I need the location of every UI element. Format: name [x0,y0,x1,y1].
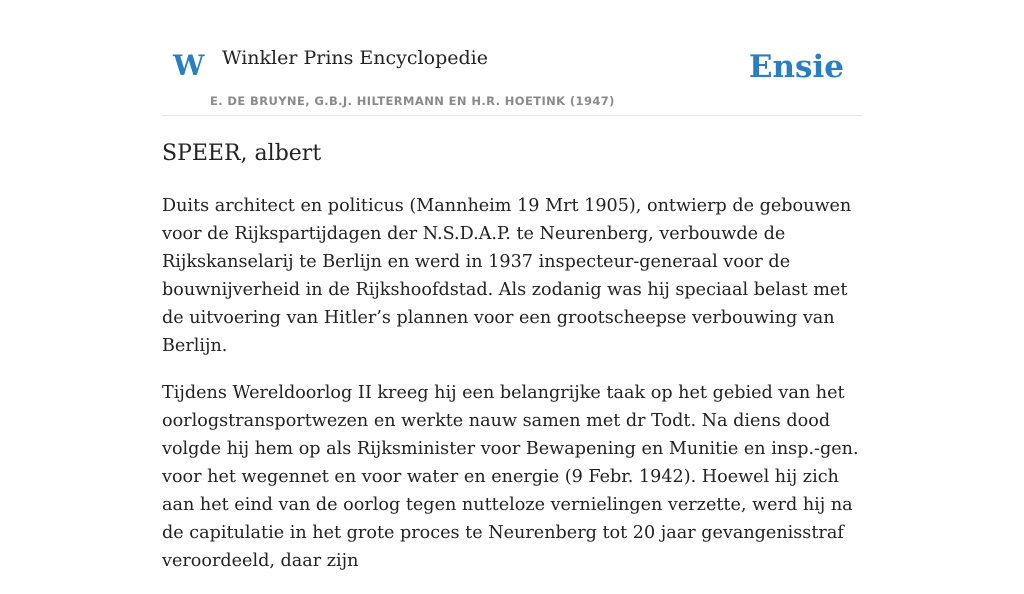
source-title[interactable]: Winkler Prins Encyclopedie [222,47,488,69]
source-authors: E. DE BRUYNE, G.B.J. HILTERMANN EN H.R. HOETINK (1947) [210,94,615,108]
source-header [162,0,862,116]
article-title: SPEER, albert [162,141,322,166]
ensie-logo[interactable]: Ensie [748,49,844,85]
winkler-prins-logo[interactable]: W [173,49,205,82]
article-paragraph: Tijdens Wereldoorlog II kreeg hij een belangrijke taak op het gebied van het oorlogstransportwezen en werkte nauw samen met dr Todt. Na diens dood volgde hij hem op als Rijksminister voor Bewapening en Munitie en insp.-gen. voor het wegennet en voor water en energie (9 Febr. 1942). Hoewel hij zich aan het eind van de oorlog tegen nutteloze vernielingen verzette, werd hij na de capitulatie in het grote proces te Neurenberg tot 20 jaar gevangenisstraf veroordeeld, daar zijn [162,383,859,571]
article-body [162,192,862,594]
article-paragraph: Duits architect en politicus (Mannheim 19 Mrt 1905), ontwierp de gebouwen voor de Rijkspartijdagen der N.S.D.A.P. te Neurenberg, verbouwde de Rijkskanselarij te Berlijn en werd in 1937 inspecteur-generaal voor de bouwnijverheid in de Rijkshoofdstad. Als zodanig was hij speciaal belast met de uitvoering van Hitler’s plannen voor een grootscheepse verbouwing van Berlijn. [162,196,852,356]
